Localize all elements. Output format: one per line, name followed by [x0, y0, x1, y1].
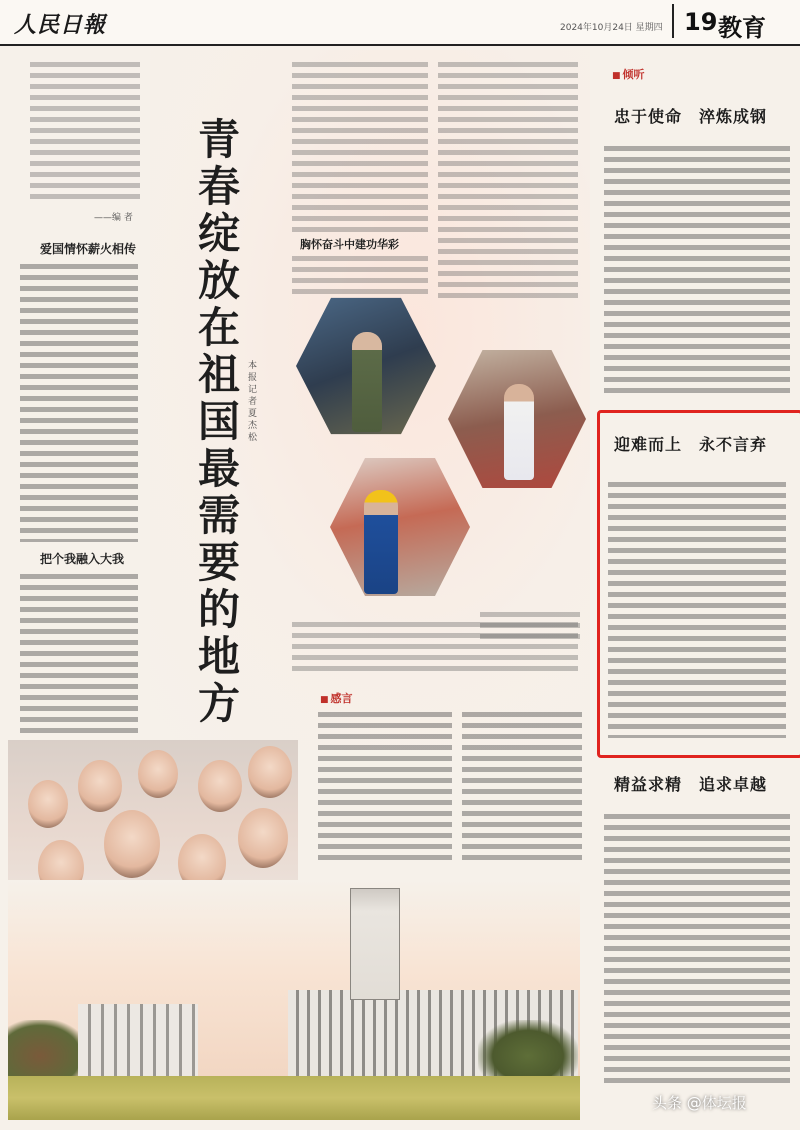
left-body-text-1 [20, 264, 138, 542]
feature-title [192, 116, 246, 727]
middle-text-3 [292, 256, 428, 296]
section-tag-reflections: ■ 感言 [320, 690, 353, 706]
section-tag-listen: ■ 倾听 [612, 66, 645, 82]
student-face [78, 760, 122, 812]
title-char: 放 [197, 256, 240, 305]
soldier-figure [352, 332, 382, 432]
reflection-text-1 [318, 712, 452, 864]
middle-text-2 [438, 62, 578, 302]
dateline: 2024年10月24日 星期四 [560, 23, 663, 33]
student-face [138, 750, 178, 798]
article-head-2: 迎难而上 永不言弃 [614, 435, 768, 454]
subhead-self: 把个我融入大我 [40, 552, 125, 566]
student-face [104, 810, 160, 878]
student-face [28, 780, 68, 828]
student-face [248, 746, 292, 798]
trees-right [478, 1020, 578, 1080]
watermark: 头条 @体坛报 [652, 1094, 747, 1112]
newspaper-logo: 人民日報 [14, 12, 107, 38]
reflection-text-2 [462, 712, 582, 864]
athlete-figure [504, 384, 534, 480]
article-head-3: 精益求精 追求卓越 [614, 775, 768, 794]
right-text-2 [608, 482, 786, 738]
feature-byline: 本报记者 夏杰松 [248, 361, 258, 443]
section-title: 教育 [718, 14, 766, 42]
right-text-1 [604, 146, 790, 398]
title-char: 青 [197, 115, 240, 164]
lawn [8, 1076, 580, 1120]
title-char: 地 [197, 632, 240, 681]
title-char: 需 [197, 491, 240, 540]
trees-left [8, 1020, 88, 1080]
title-char: 国 [197, 397, 240, 446]
credits-list [292, 622, 578, 674]
clock-tower [350, 888, 400, 1000]
article-head-1: 忠于使命 淬炼成钢 [614, 107, 768, 126]
student-face [238, 808, 288, 868]
page-number: 19 [684, 8, 718, 36]
subhead-patriotism: 爱国情怀薪火相传 [40, 242, 137, 256]
title-char: 在 [197, 303, 240, 352]
right-text-3 [604, 814, 790, 1084]
title-char: 绽 [197, 209, 240, 258]
title-char: 最 [197, 444, 240, 493]
title-char: 祖 [197, 350, 240, 399]
engineer-figure [364, 490, 398, 594]
title-char: 方 [197, 679, 240, 728]
intro-text-block [30, 62, 140, 202]
left-body-text-2 [20, 574, 138, 734]
editor-sign-off: ——编 者 [94, 213, 133, 223]
center-subhead: 胸怀奋斗中建功华彩 [300, 238, 399, 251]
middle-text-1 [292, 62, 428, 232]
student-face [198, 760, 242, 812]
title-char: 春 [197, 162, 240, 211]
campus-photo [8, 880, 580, 1120]
title-char: 的 [197, 585, 240, 634]
side-building [78, 1004, 198, 1080]
title-char: 要 [197, 538, 240, 587]
